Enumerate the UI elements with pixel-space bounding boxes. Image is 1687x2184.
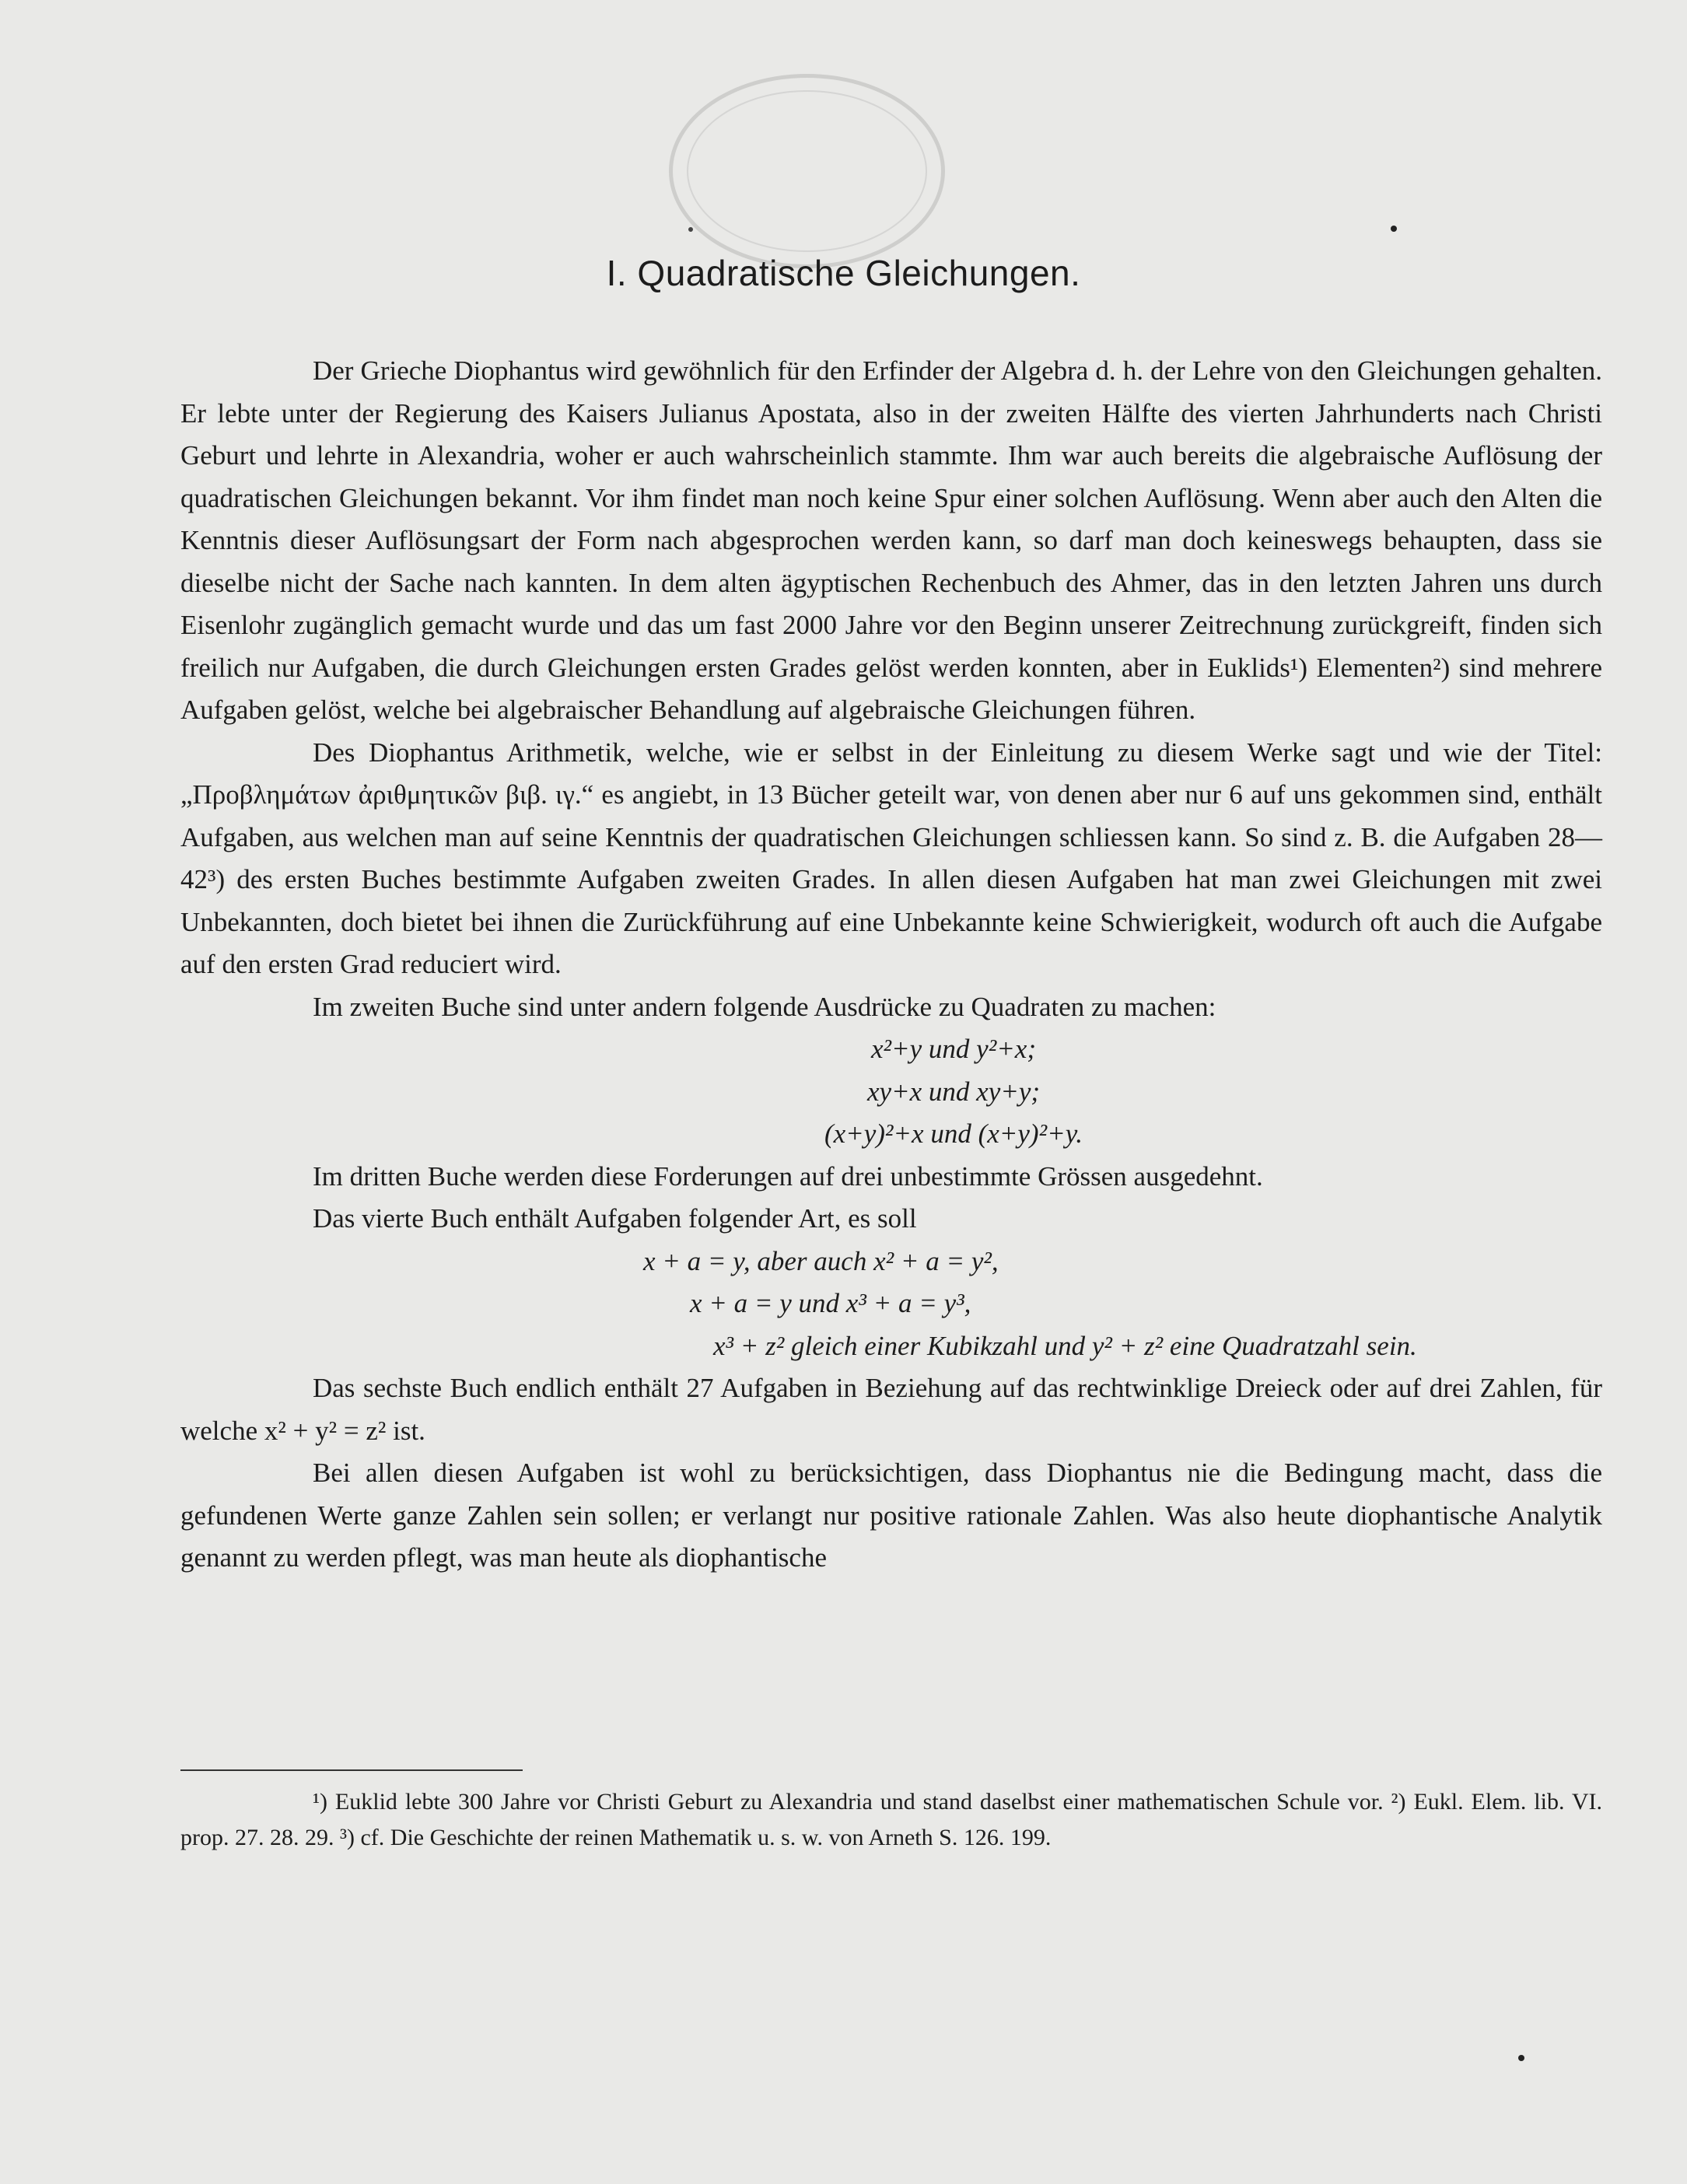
library-stamp [669,74,945,268]
footnote-text: ¹) Euklid lebte 300 Jahre vor Christi Geburt zu Alexandria und stand daselbst einer mathematischen Schule vor. ²) Eukl. Elem. lib. VI. prop. 27. 28. 29. ³) cf. Die Geschichte der reinen Mathematik u. s. w. von Arneth S. 126. 199. [180,1789,1602,1850]
line-book-two: Im zweiten Buche sind unter andern folgende Ausdrücke zu Quadraten zu machen: [313,991,1216,1022]
body-text [180,350,1602,1580]
footnotes [180,1784,1602,1856]
paragraph-arithmetik: Des Diophantus Arithmetik, welche, wie er selbst in der Einleitung zu diesem Werke sagt und wie der Titel: „Προβλημάτων ἀριθμητικῶν βιβ. ιγ.“ es angiebt, in 13 Bücher geteilt war, von denen aber nur 6 auf uns gekommen sind, enthält Aufgaben, aus welchen man auf seine Kenntnis der quadratischen Gleichungen schliessen kann. So sind z. B. die Aufgaben 28—42³) des ersten Buches bestimmte Aufgaben zweiten Grades. In allen diesen Aufgaben hat man zwei Gleichungen mit zwei Unbekannten, doch bietet bei ihnen die Zurückführung auf eine Unbekannte keine Schwierigkeit, wodurch oft auch die Aufgabe auf den ersten Grad reduciert wird. [180,737,1602,979]
library-stamp-ring [687,90,927,252]
paragraph-introduction: Der Grieche Diophantus wird gewöhnlich für den Erfinder der Algebra d. h. der Lehre von den Gleichungen gehalten. Er lebte unter der Regierung des Kaisers Julianus Apostata, also in der zweiten Hälfte des vierten Jahrhunderts nach Christi Geburt und lehrte in Alexandria, woher er auch wahrscheinlich stammte. Ihm war auch bereits die algebraische Auflösung der quadratischen Gleichungen bekannt. Vor ihm findet man noch keine Spur einer solchen Auflösung. Wenn aber auch den Alten die Kenntnis dieser Auflösungsart der Form nach abgesprochen werden kann, so darf man doch keineswegs behaupten, dass sie dieselbe nicht der Sache nach kannten. In dem alten ägyptischen Rechenbuch des Ahmer, das in den letzten Jahren uns durch Eisenlohr zugänglich gemacht wurde und das um fast 2000 Jahre vor den Beginn unserer Zeitrechnung zurückgreift, finden sich freilich nur Aufgaben, die durch Gleichungen ersten Grades gelöst werden konnten, aber in Euklids¹) Elementen²) sind mehrere Aufgaben gelöst, welche bei algebraischer Behandlung auf algebraische Gleichungen führen. [180,355,1602,725]
formula-line: x²+y und y²+x; [870,1034,1037,1064]
footnote-separator [180,1769,523,1771]
paragraph-book-six: Das sechste Buch endlich enthält 27 Aufgaben in Beziehung auf das rechtwinklige Dreieck oder auf drei Zahlen, für welche x² + y² = z² ist. [180,1373,1602,1446]
paragraph-closing: Bei allen diesen Aufgaben ist wohl zu berücksichtigen, dass Diophantus nie die Bedingung macht, dass die gefundenen Werte ganze Zahlen sein sollen; er verlangt nur positive rationale Zahlen. Was also heute diophantische Analytik genannt zu werden pflegt, was man heute als diophantische [180,1458,1602,1573]
chapter-title: I. Quadratische Gleichungen. [606,253,1081,293]
formula-line: (x+y)²+x und (x+y)²+y. [824,1118,1083,1149]
formula-line: x³ + z² gleich einer Kubikzahl und y² + z² eine Quadratzahl sein. [713,1330,1417,1361]
formula-line: x + a = y und x³ + a = y³, [690,1288,971,1318]
formula-line: x + a = y, aber auch x² + a = y², [643,1245,999,1276]
formula-line: xy+x und xy+y; [866,1076,1041,1107]
print-speck [1391,226,1397,232]
print-speck [688,227,693,232]
line-book-three: Im dritten Buche werden diese Forderungen auf drei unbestimmte Grössen ausgedehnt. [313,1160,1263,1192]
line-book-four: Das vierte Buch enthält Aufgaben folgender Art, es soll [313,1203,917,1234]
print-speck [1518,2055,1524,2061]
